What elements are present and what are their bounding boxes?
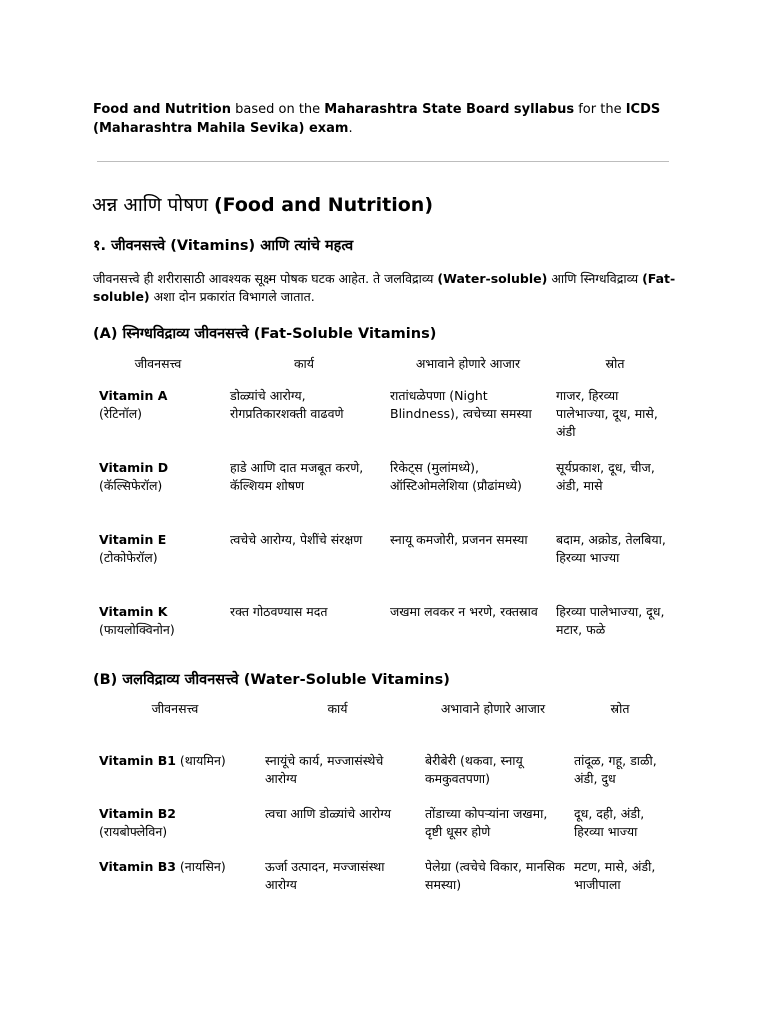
vitamin-deficiency: जखमा लवकर न भरणे, रक्तस्राव <box>390 604 538 619</box>
vitamin-deficiency: बेरीबेरी (थकवा, स्नायू कमकुवतपणा) <box>425 753 523 786</box>
vitamin-name: Vitamin B1 <box>99 753 176 768</box>
table-b-heading <box>93 669 450 689</box>
intro-bold-3: ICDS (Maharashtra Mahila Sevika) <box>93 102 661 136</box>
vitamin-source: बदाम, अक्रोड, तेलबिया, हिरव्या भाज्या <box>556 532 666 565</box>
vitamin-source: मटण, मासे, अंडी, भाजीपाला <box>574 859 656 892</box>
table-row <box>99 531 224 567</box>
intro-bold-2: Maharashtra State Board syllabus <box>324 102 575 117</box>
vitamin-deficiency: रिकेट्स (मुलांमध्ये), ऑस्टिओमलेशिया (प्रौढांमध्ये) <box>390 460 522 493</box>
horizontal-divider <box>97 161 669 162</box>
vitamin-source: गाजर, हिरव्या पालेभाज्या, दूध, मासे, अंडी <box>556 388 658 439</box>
vitamin-source: दूध, दही, अंडी, हिरव्या भाज्या <box>574 806 645 839</box>
table-a-header-vitamin: जीवनसत्त्व <box>134 356 182 371</box>
table-b-header-function: कार्य <box>327 701 348 716</box>
vitamin-function: डोळ्यांचे आरोग्य, रोगप्रतिकारशक्ती वाढवणे <box>230 388 344 421</box>
vitamin-function: रक्त गोठवण्यास मदत <box>230 604 328 619</box>
table-a-heading-pre: (A) <box>93 326 123 342</box>
table-a-header-source: स्रोत <box>605 356 625 371</box>
table-b-heading-mr: जलविद्राव्य जीवनसत्त्वे <box>122 672 244 688</box>
vitamin-name: Vitamin B3 <box>99 859 176 874</box>
para-part-2: आणि स्निग्धविद्राव्य <box>547 271 643 286</box>
vitamin-chemical: (नायसिन) <box>175 859 226 874</box>
vitamin-chemical: (फायलोक्विनोन) <box>99 622 175 637</box>
intro-paragraph <box>93 270 683 306</box>
vitamin-function: त्वचा आणि डोळ्यांचे आरोग्य <box>265 806 392 821</box>
vitamin-name: Vitamin B2 <box>99 806 176 821</box>
table-a-header-function: कार्य <box>293 356 315 371</box>
table-row <box>99 752 259 770</box>
para-part-1: जीवनसत्त्वे ही शरीरासाठी आवश्यक सूक्ष्म पोषक घटक आहेत. ते जलविद्राव्य <box>93 271 438 286</box>
vitamin-chemical: (थायमिन) <box>175 753 226 768</box>
vitamin-function: हाडे आणि दात मजबूत करणे, कॅल्शियम शोषण <box>230 460 364 493</box>
table-row <box>99 858 259 876</box>
vitamin-source: तांदूळ, गहू, डाळी, अंडी, दुध <box>574 753 657 786</box>
table-b-heading-en: (Water-Soluble Vitamins) <box>243 672 450 688</box>
table-b-header-source: स्रोत <box>610 701 630 716</box>
intro-bold-1: Food and Nutrition <box>93 102 231 117</box>
vitamin-deficiency: तोंडाच्या कोपऱ्यांना जखमा, दृष्टी धूसर होणे <box>425 806 548 839</box>
vitamin-deficiency: रातांधळेपणा (Night Blindness), त्वचेच्या समस्या <box>390 388 532 421</box>
intro-text-1: based on the <box>230 102 325 117</box>
section-heading-post: आणि त्यांचे महत्व <box>255 238 354 254</box>
vitamin-function: त्वचेचे आरोग्य, पेशींचे संरक्षण <box>230 532 363 547</box>
table-b-header-vitamin: जीवनसत्त्व <box>151 701 199 716</box>
vitamin-name: Vitamin A <box>99 388 168 403</box>
vitamin-deficiency: स्नायू कमजोरी, प्रजनन समस्या <box>390 532 528 547</box>
table-a-heading <box>93 323 436 343</box>
intro-period: . <box>348 121 353 136</box>
vitamin-source: हिरव्या पालेभाज्या, दूध, मटार, फळे <box>556 604 665 637</box>
vitamin-deficiency: पेलेग्रा (त्वचेचे विकार, मानसिक समस्या) <box>425 859 565 892</box>
vitamin-chemical: (रेटिनॉल) <box>99 406 143 421</box>
section-heading-vitamins <box>93 235 353 255</box>
table-row <box>99 387 224 423</box>
table-b-header-deficiency: अभावाने होणारे आजार <box>440 701 546 716</box>
intro-text <box>93 100 693 138</box>
vitamin-source: सूर्यप्रकाश, दूध, चीज, अंडी, मासे <box>556 460 655 493</box>
para-bold-2: (Fat-soluble) <box>93 271 676 304</box>
vitamin-name: Vitamin E <box>99 532 167 547</box>
vitamin-chemical: (कॅल्सिफेरॉल) <box>99 478 163 493</box>
table-row <box>99 603 224 639</box>
table-row <box>99 805 259 841</box>
title-marathi: अन्न आणि पोषण <box>92 194 214 216</box>
vitamin-name: Vitamin D <box>99 460 169 475</box>
vitamin-name: Vitamin K <box>99 604 168 619</box>
para-part-3: अशा दोन प्रकारांत विभागले जातात. <box>149 289 315 304</box>
section-heading-en: (Vitamins) <box>170 238 256 254</box>
vitamin-function: ऊर्जा उत्पादन, मज्जासंस्था आरोग्य <box>265 859 385 892</box>
intro-text-2: for the <box>574 102 626 117</box>
section-heading-pre: १. जीवनसत्त्वे <box>93 238 171 254</box>
table-a-heading-mr: स्निग्धविद्राव्य जीवनसत्त्वे <box>122 326 254 342</box>
vitamin-function: स्नायूंचे कार्य, मज्जासंस्थेचे आरोग्य <box>265 753 384 786</box>
vitamin-chemical: (रायबोफ्लेविन) <box>99 824 168 839</box>
table-b-heading-pre: (B) <box>93 672 123 688</box>
table-a-header-deficiency: अभावाने होणारे आजार <box>415 356 521 371</box>
title-english: (Food and Nutrition) <box>213 194 434 216</box>
table-a-heading-en: (Fat-Soluble Vitamins) <box>253 326 437 342</box>
page-title <box>92 191 433 217</box>
intro-bold-4: exam <box>304 121 349 136</box>
para-bold-1: (Water-soluble) <box>437 271 548 286</box>
vitamin-chemical: (टोकोफेरॉल) <box>99 550 158 565</box>
table-row <box>99 459 224 495</box>
